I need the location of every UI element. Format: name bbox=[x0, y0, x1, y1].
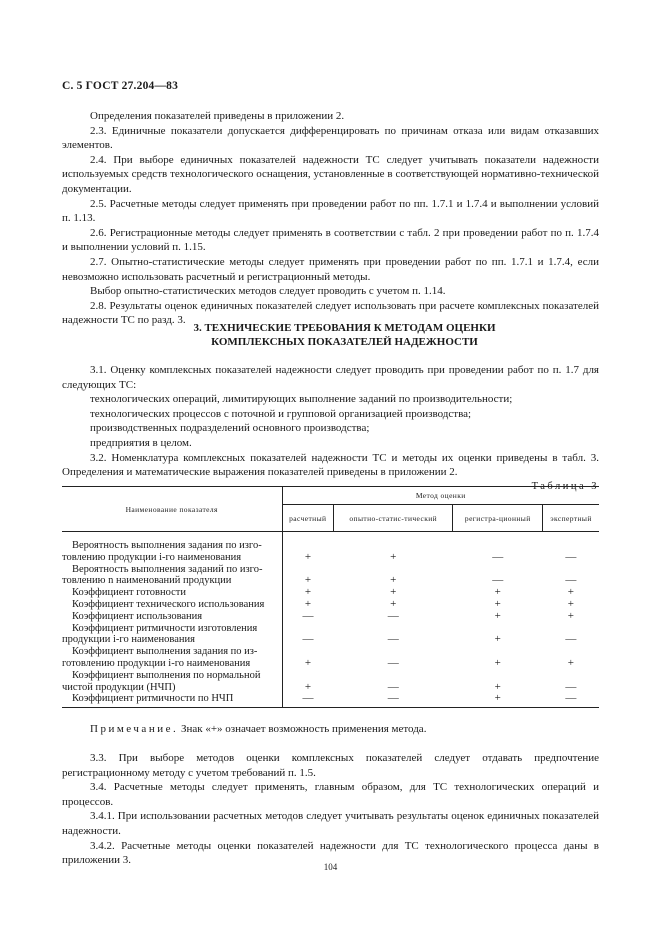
method-mark: — bbox=[334, 693, 453, 707]
indicator-name-line-1: Коэффициент технического использования bbox=[72, 598, 265, 610]
indicator-name-line-2: чистой продукции (НЧП) bbox=[62, 681, 176, 693]
table-row bbox=[62, 587, 599, 599]
indicator-name-line-1: Коэффициент выполнения по нормальной bbox=[72, 669, 261, 681]
method-mark: — bbox=[565, 574, 577, 587]
method-mark: + bbox=[494, 633, 501, 646]
method-mark: + bbox=[567, 586, 574, 599]
method-mark: — bbox=[282, 693, 334, 707]
section-title-line-2: КОМПЛЕКСНЫХ ПОКАЗАТЕЛЕЙ НАДЕЖНОСТИ bbox=[211, 336, 478, 348]
method-mark: — bbox=[387, 609, 399, 622]
indicator-name bbox=[62, 599, 282, 611]
indicator-name-line-2: товлению продукции i-го наименования bbox=[62, 551, 242, 563]
paragraph: 3.2. Номенклатура комплексных показателей надежности ТС и методы их оценки приведены в табл. 3. Определения и математические выражения показателей приведены в приложении 2. bbox=[62, 451, 599, 479]
indicator-name bbox=[62, 564, 282, 588]
method-mark: — bbox=[492, 550, 504, 563]
text-block-1 bbox=[62, 109, 599, 328]
method-mark: — bbox=[387, 680, 399, 693]
list-item: технологических процессов с поточной и групповой организацией производства; bbox=[90, 407, 472, 420]
method-mark: + bbox=[390, 550, 397, 563]
table-label: Таблица 3 bbox=[531, 480, 599, 492]
method-mark: + bbox=[494, 656, 501, 669]
column-header: регистра-ционный bbox=[453, 505, 543, 532]
table-row bbox=[62, 623, 599, 647]
column-header-name: Наименование показателя bbox=[62, 487, 282, 532]
table-row bbox=[62, 564, 599, 588]
indicator-name-line-1: Вероятность выполнения задания по изго- bbox=[72, 540, 262, 551]
method-mark: — bbox=[565, 633, 577, 646]
paragraph: Выбор опытно-статистических методов следует проводить с учетом п. 1.14. bbox=[90, 285, 446, 298]
indicator-name-line-2: продукции i-го наименования bbox=[62, 634, 195, 646]
indicator-name-line-1: Коэффициент ритмичности изготовления bbox=[72, 622, 258, 634]
method-mark: + bbox=[453, 693, 543, 707]
method-mark: — bbox=[387, 656, 399, 669]
indicator-name bbox=[62, 611, 282, 623]
paragraph: 3.4.2. Расчетные методы оценки показателей надежности для ТС технологического процесса даны в приложении 3. bbox=[62, 839, 599, 867]
method-mark: + bbox=[304, 550, 312, 563]
method-mark: + bbox=[494, 597, 501, 610]
method-mark: — bbox=[387, 633, 399, 646]
indicator-name bbox=[62, 646, 282, 670]
paragraph: 2.7. Опытно-статистические методы следует применять при проведении работ по пп. 1.7.1 и 1.7.4, если невозможно использовать расчетный и регистрационный методы. bbox=[62, 255, 599, 283]
method-mark: + bbox=[304, 680, 312, 693]
method-mark: — bbox=[565, 550, 577, 563]
table-row bbox=[62, 646, 599, 670]
paragraph: 2.8. Результаты оценок единичных показателей следует использовать при расчете комплексных показателей надежности ТС по разд. 3. bbox=[62, 299, 599, 327]
column-header: опытно-статис-тический bbox=[334, 505, 453, 532]
column-header-group: Метод оценки bbox=[282, 487, 599, 505]
section-title-line-1: 3. ТЕХНИЧЕСКИЕ ТРЕБОВАНИЯ К МЕТОДАМ ОЦЕНКИ bbox=[193, 322, 496, 334]
indicator-name-line-2: товлению n наименований продукции bbox=[62, 575, 232, 587]
methods-table bbox=[62, 486, 599, 708]
table-row bbox=[62, 693, 599, 707]
column-header: расчетный bbox=[282, 505, 334, 532]
table-body bbox=[62, 532, 599, 708]
method-mark: — bbox=[492, 574, 504, 587]
indicator-name bbox=[62, 623, 282, 647]
method-mark: + bbox=[494, 609, 501, 622]
method-mark: + bbox=[567, 609, 574, 622]
indicator-name bbox=[62, 532, 282, 564]
indicator-name-line-1: Коэффициент использования bbox=[72, 610, 203, 622]
paragraph: Определения показателей приведены в приложении 2. bbox=[90, 110, 345, 122]
method-mark: + bbox=[304, 586, 312, 599]
text-block-2 bbox=[62, 751, 599, 868]
method-mark: — bbox=[302, 633, 314, 646]
paragraph: 3.1. Оценку комплексных показателей надежности следует проводить при проведении работ по п. 1.7 для следующих ТС: bbox=[62, 364, 599, 391]
table-row bbox=[62, 611, 599, 623]
section-3 bbox=[62, 321, 599, 494]
list-item: предприятия в целом. bbox=[90, 436, 192, 449]
method-mark: + bbox=[304, 656, 312, 669]
paragraph: 2.6. Регистрационные методы следует применять в соответствии с табл. 2 при проведении работ по п. 1.7.4 и выполнении условий п. 1.15. bbox=[62, 226, 599, 254]
indicator-name bbox=[62, 693, 282, 707]
table-row bbox=[62, 599, 599, 611]
method-mark: — bbox=[565, 680, 577, 693]
paragraph: 2.4. При выборе единичных показателей надежности ТС следует учитывать показатели надежности используемых средств технологического оснащения, установленные в соответствующей нормативно-технической документации. bbox=[62, 153, 599, 195]
method-mark: + bbox=[390, 586, 397, 599]
table-row bbox=[62, 670, 599, 694]
note-text: Знак «+» означает возможность применения метода. bbox=[178, 723, 427, 735]
method-mark: + bbox=[390, 574, 397, 587]
method-mark: + bbox=[494, 586, 501, 599]
column-header: экспертный bbox=[543, 505, 599, 532]
method-mark: + bbox=[304, 574, 312, 587]
indicator-name bbox=[62, 587, 282, 599]
page-number: 104 bbox=[323, 862, 338, 872]
indicator-name-line-1: Вероятность выполнения заданий по изго- bbox=[72, 563, 263, 575]
table-note bbox=[62, 723, 599, 735]
method-mark: + bbox=[304, 597, 312, 610]
paragraph: 3.4.1. При использовании расчетных методов следует учитывать результаты оценок единичных показателей надежности. bbox=[62, 810, 599, 837]
paragraph: 3.3. При выборе методов оценки комплексных показателей следует отдавать предпочтение регистрационному методу с учетом требований п. 1.5. bbox=[62, 752, 599, 779]
paragraph: 2.5. Расчетные методы следует применять при проведении работ по пп. 1.7.1 и 1.7.4 и выполнении условий п. 1.13. bbox=[62, 197, 599, 225]
method-mark: + bbox=[390, 597, 397, 610]
paragraph: 3.4. Расчетные методы следует применять, главным образом, для ТС технологических операций и процессов. bbox=[62, 781, 599, 808]
method-mark: — bbox=[543, 693, 599, 707]
method-mark: + bbox=[567, 597, 574, 610]
list-item: производственных подразделений основного производства; bbox=[90, 422, 370, 435]
note-prefix: Примечание. bbox=[90, 723, 179, 735]
method-mark: + bbox=[567, 656, 574, 669]
indicator-name-line-2: готовлению продукции i-го наименования bbox=[62, 657, 251, 669]
paragraph: 2.3. Единичные показатели допускается дифференцировать по причинам отказа или видам отказавших элементов. bbox=[62, 124, 599, 152]
method-mark: — bbox=[302, 609, 314, 622]
method-mark: + bbox=[494, 680, 501, 693]
indicator-name-line-1: Коэффициент готовности bbox=[72, 587, 187, 599]
indicator-name-line-1: Коэффициент выполнения задания по из- bbox=[72, 646, 258, 658]
indicator-name-line-1: Коэффициент ритмичности по НЧП bbox=[72, 693, 234, 705]
page-header: С. 5 ГОСТ 27.204—83 bbox=[62, 80, 179, 92]
table-row bbox=[62, 532, 599, 564]
indicator-name bbox=[62, 670, 282, 694]
list-item: технологических операций, лимитирующих выполнение заданий по производительности; bbox=[90, 393, 513, 406]
